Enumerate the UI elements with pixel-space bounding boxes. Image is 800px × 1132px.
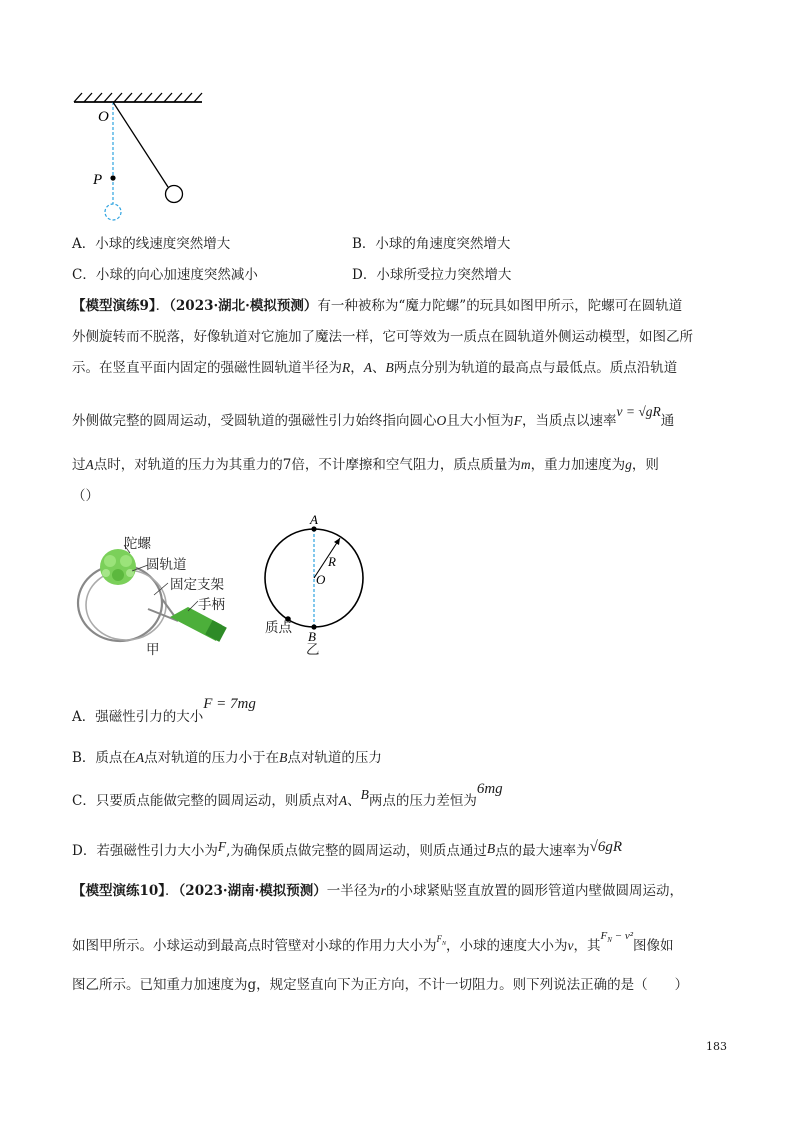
q10-source: （2023·湖南·模拟预测）	[178, 883, 327, 899]
q9-tag: 【模型演练9】	[72, 298, 156, 314]
q9-line-3: 示。在竖直平面内固定的强磁性圆轨道半径为R，A、B两点分别为轨道的最高点与最低点。质点沿轨道	[72, 360, 678, 376]
v-formula: v = √gR	[616, 404, 661, 419]
q9-line-6: （）	[72, 488, 99, 504]
q9-option-a: A．强磁性引力的大小F = 7mg	[72, 696, 256, 725]
q9-line-2: 外侧旋转而不脱落，好像轨道对它施加了魔法一样，它可等效为一质点在圆轨道外侧运动模型，如图乙所	[72, 329, 693, 345]
formula-sqrt-6gR: √6gR	[589, 839, 623, 855]
label-O-circle: O	[316, 572, 326, 587]
q9-option-b: B．质点在A点对轨道的压力小于在B点对轨道的压力	[72, 750, 382, 766]
graph-formula: FN − v²	[600, 930, 634, 945]
label-circular-track: 圆轨道	[146, 557, 187, 573]
q9-option-c: C．只要质点能做完整的圆周运动，则质点对A、B两点的压力差恒为6mg	[72, 781, 503, 809]
q9-line-5: 过A点时，对轨道的压力为其重力的7倍，不计摩擦和空气阻力，质点质量为m，重力加速度为g，则	[72, 457, 659, 473]
pendulum-figure	[60, 90, 210, 230]
formula-6mg: 6mg	[476, 781, 503, 797]
formula-F-7mg: F = 7mg	[203, 696, 256, 712]
q9-line-1: 【模型演练9】．（2023·湖北·模拟预测）有一种被称为“魔力陀螺”的玩具如图甲所示，陀螺可在圆轨道	[72, 298, 683, 314]
option-d: D．小球所受拉力突然增大	[352, 267, 512, 283]
caption-yi: 乙	[306, 642, 320, 658]
top-shape	[100, 549, 136, 585]
label-handle: 手柄	[198, 597, 225, 613]
q10-tag: 【模型演练10】	[72, 883, 166, 899]
label-fixed-bracket: 固定支架	[170, 577, 224, 593]
label-mass-point: 质点	[265, 620, 292, 636]
option-a: A．小球的线速度突然增大	[72, 236, 231, 252]
caption-jia: 甲	[146, 642, 160, 658]
q9-source: （2023·湖北·模拟预测）	[169, 298, 318, 314]
label-R: R	[328, 554, 336, 569]
label-P: P	[93, 172, 103, 188]
label-O: O	[98, 109, 109, 125]
q10-line-1: 【模型演练10】．（2023·湖南·模拟预测）一半径为r的小球紧贴竖直放置的圆形管道内壁做圆周运动，	[72, 883, 684, 899]
label-B: B	[308, 629, 316, 644]
option-b: B．小球的角速度突然增大	[352, 236, 511, 252]
page-number: 183	[706, 1040, 727, 1053]
q10-line-3: 图乙所示。已知重力加速度为g，规定竖直向下为正方向，不计一切阻力。则下列说法正确的是（ ）	[72, 977, 689, 993]
option-c: C．小球的向心加速度突然减小	[72, 267, 258, 283]
label-tuoluo: 陀螺	[124, 536, 151, 552]
q9-line-4: 外侧做完整的圆周运动，受圆轨道的强磁性引力始终指向圆心O且大小恒为F，当质点以速率v = √gR通	[72, 404, 675, 429]
q9-option-d: D．若强磁性引力大小为F,为确保质点做完整的圆周运动，则质点通过B点的最大速率为√6gR	[72, 839, 623, 859]
label-A: A	[310, 512, 318, 527]
q10-line-2: 如图甲所示。小球运动到最高点时管壁对小球的作用力大小为$^{F_N}$，小球的速度大小为v，其$^{F_N - v^2}$图像如	[72, 930, 674, 954]
